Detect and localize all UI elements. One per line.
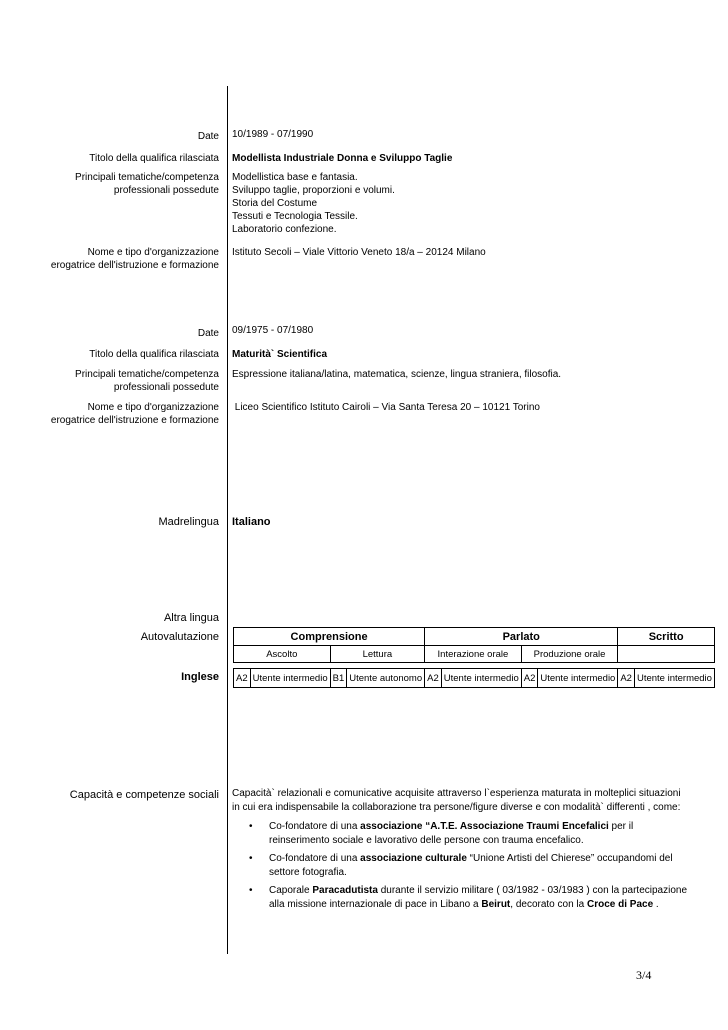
- writing-header: Scritto: [618, 628, 715, 646]
- edu1-title-value: Modellista Industriale Donna e Sviluppo Taglie: [232, 153, 453, 164]
- edu2-org-value: Liceo Scientifico Istituto Cairoli – Via Santa Teresa 20 – 10121 Torino: [232, 402, 540, 413]
- writing-subheader: [618, 646, 715, 663]
- language-table-header: [234, 628, 715, 646]
- language-name: Inglese: [181, 671, 219, 683]
- edu1-topic: Tessuti e Tecnologia Tessile.: [232, 211, 358, 222]
- edu2-org-label-line2: erogatrice dell'istruzione e formazione: [50, 415, 219, 426]
- bold-text: Paracadutista: [312, 885, 378, 896]
- text: “Unione Artisti del Chierese” occupandomi del settore fotografia.: [269, 853, 673, 878]
- language-table-subheader: [234, 646, 715, 663]
- level-code: A2: [618, 669, 635, 688]
- level-code: A2: [234, 669, 251, 688]
- edu1-date-value: 10/1989 - 07/1990: [232, 129, 314, 140]
- bullet-icon: •: [249, 853, 253, 864]
- edu2-title-value: Maturità` Scientifica: [232, 349, 328, 360]
- list-item: [232, 820, 692, 848]
- edu2-title-label: Titolo della qualifica rilasciata: [89, 349, 219, 360]
- social-skills-list: [232, 820, 692, 916]
- level-code: A2: [425, 669, 442, 688]
- edu1-org-value: Istituto Secoli – Viale Vittorio Veneto 18/a – 20124 Milano: [232, 247, 486, 258]
- edu2-topics-value: Espressione italiana/latina, matematica, scienze, lingua straniera, filosofia.: [232, 369, 562, 380]
- level-code: A2: [521, 669, 538, 688]
- edu1-topic: Storia del Costume: [232, 198, 318, 209]
- edu1-topic: Modellistica base e fantasia.: [232, 172, 358, 183]
- column-divider: [227, 86, 228, 954]
- level-desc: Utente intermedio: [441, 669, 521, 688]
- level-code: B1: [330, 669, 347, 688]
- edu2-date-value: 09/1975 - 07/1980: [232, 325, 314, 336]
- social-intro-line1: Capacità` relazionali e comunicative acquisite attraverso l`esperienza maturata in molteplici situazioni: [232, 788, 681, 799]
- language-table: [233, 627, 715, 688]
- bold-text: associazione culturale: [360, 853, 467, 864]
- edu1-topic: Sviluppo taglie, proporzioni e volumi.: [232, 185, 395, 196]
- self-assessment-label: Autovalutazione: [140, 631, 219, 643]
- comprehension-header: Comprensione: [234, 628, 425, 646]
- speaking-header: Parlato: [425, 628, 618, 646]
- edu1-topics-values: [232, 171, 395, 236]
- edu1-org-label-line1: Nome e tipo d'organizzazione: [87, 247, 219, 258]
- mother-tongue-value: Italiano: [232, 516, 271, 528]
- text: Co-fondatore di una: [269, 821, 361, 832]
- edu1-topics-label-line2: professionali possedute: [113, 185, 219, 196]
- level-desc: Utente intermedio: [538, 669, 618, 688]
- edu2-topics-label: [75, 368, 219, 394]
- social-skills-intro: [232, 787, 692, 815]
- list-item: [232, 852, 692, 880]
- bold-text: Beirut: [481, 899, 511, 910]
- edu1-org-label: [51, 246, 219, 272]
- bullet-icon: •: [249, 885, 253, 896]
- other-language-label: Altra lingua: [163, 612, 219, 624]
- text: durante il servizio militare ( 03/1982 - 03/1983 ) con la partecipazione alla missione internazionale di pace in Libano a: [269, 885, 688, 910]
- text: Co-fondatore di una: [269, 853, 361, 864]
- edu1-date-label: Date: [197, 131, 219, 142]
- edu1-topic: Laboratorio confezione.: [232, 224, 337, 235]
- level-desc: Utente autonomo: [347, 669, 425, 688]
- listening-subheader: Ascolto: [234, 646, 331, 663]
- bold-text: associazione “A.T.E. Associazione Traumi Encefalici: [360, 821, 609, 832]
- bold-text: Croce di Pace: [586, 899, 654, 910]
- page-number: 3/4: [636, 968, 652, 982]
- edu2-org-label: [51, 401, 219, 427]
- spoken-interaction-subheader: Interazione orale: [425, 646, 522, 663]
- list-item: [232, 884, 692, 912]
- level-desc: Utente intermedio: [634, 669, 714, 688]
- edu1-topics-label-line1: Principali tematiche/competenza: [75, 172, 219, 183]
- spoken-production-subheader: Produzione orale: [521, 646, 618, 663]
- text: Caporale: [269, 885, 313, 896]
- language-table-row: [234, 669, 715, 688]
- edu2-org-label-line1: Nome e tipo d'organizzazione: [87, 402, 219, 413]
- text: .: [653, 899, 659, 910]
- level-desc: Utente intermedio: [250, 669, 330, 688]
- bullet-icon: •: [249, 821, 253, 832]
- reading-subheader: Lettura: [330, 646, 425, 663]
- text: , decorato con la: [510, 899, 587, 910]
- edu1-title-label: Titolo della qualifica rilasciata: [89, 153, 219, 164]
- edu1-topics-label: [75, 171, 219, 197]
- edu1-org-label-line2: erogatrice dell'istruzione e formazione: [50, 260, 219, 271]
- mother-tongue-label: Madrelingua: [158, 516, 219, 528]
- social-skills-label: Capacità e competenze sociali: [69, 789, 219, 801]
- edu2-topics-label-line1: Principali tematiche/competenza: [75, 369, 219, 380]
- edu2-date-label: Date: [197, 328, 219, 339]
- text: per il reinserimento sociale e lavorativo delle persone con trauma encefalico.: [269, 821, 634, 846]
- social-intro-line2: in cui era indispensabile la collaborazione tra persone/figure diverse e con modalità` differenti , come:: [232, 802, 681, 813]
- edu2-topics-label-line2: professionali possedute: [113, 382, 219, 393]
